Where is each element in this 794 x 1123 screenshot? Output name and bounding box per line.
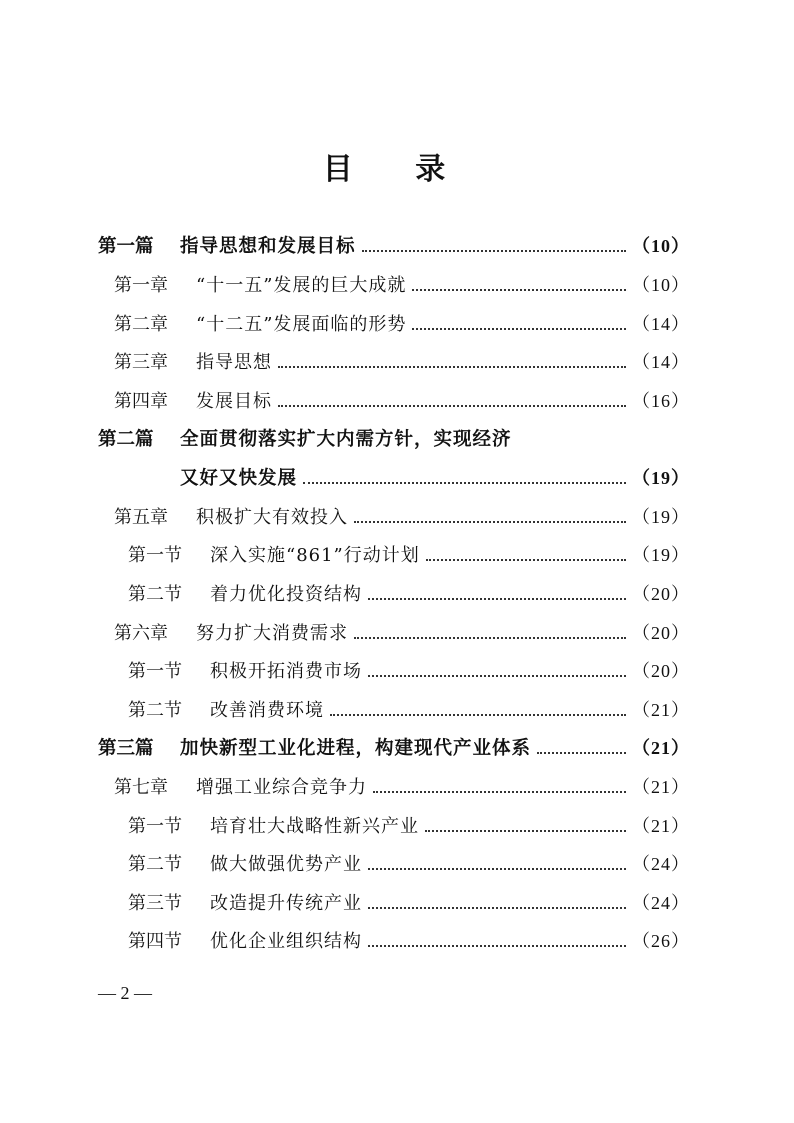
toc-title: “十一五”发展的巨大成就 (196, 275, 407, 296)
toc-title: 指导思想 (196, 352, 272, 373)
toc-title-continued: 又好又快发展 (180, 468, 298, 489)
toc-number: 第三章 (114, 352, 168, 373)
toc-number: 第三篇 (98, 738, 154, 759)
toc-number: 第五章 (114, 507, 168, 528)
toc-number: 第六章 (114, 623, 168, 644)
toc-page-number: （19） (632, 468, 690, 488)
toc-leader-dots (368, 867, 626, 870)
toc-leader-dots (362, 249, 626, 252)
toc-chapter-row[interactable] (114, 347, 690, 377)
toc-chapter-row[interactable] (114, 772, 690, 802)
toc-chapter-row[interactable] (114, 309, 690, 339)
toc-section-row[interactable] (128, 888, 690, 918)
page-title: 目 录 (322, 152, 472, 187)
toc-leader-dots (354, 636, 626, 639)
toc-page-number: （20） (632, 584, 690, 604)
toc-leader-dots (278, 404, 626, 407)
toc-page-number: （10） (632, 275, 690, 295)
toc-title: 增强工业综合竞争力 (196, 777, 367, 798)
toc-number: 第二节 (128, 700, 182, 721)
toc-title: 加快新型工业化进程，构建现代产业体系 (180, 738, 532, 759)
toc-part-row[interactable] (98, 231, 690, 261)
toc-leader-dots (303, 481, 626, 484)
toc-leader-dots (412, 288, 626, 291)
toc-number: 第七章 (114, 777, 168, 798)
toc-leader-dots (278, 365, 626, 368)
toc-number: 第一篇 (98, 236, 154, 257)
page-number-footer: — 2 — (98, 983, 152, 1003)
toc-page-number: （24） (632, 854, 690, 874)
toc-page-number: （21） (632, 816, 690, 836)
toc-title: 优化企业组织结构 (210, 931, 362, 952)
toc-page-number: （24） (632, 893, 690, 913)
toc-leader-dots (368, 674, 626, 677)
toc-title: 努力扩大消费需求 (196, 623, 348, 644)
toc-leader-dots (368, 944, 626, 947)
toc-page-number: （20） (632, 661, 690, 681)
toc-leader-dots (373, 790, 626, 793)
toc-number: 第一章 (114, 275, 168, 296)
toc-number: 第二章 (114, 314, 168, 335)
toc-part-row[interactable] (98, 425, 512, 455)
toc-title: 培育壮大战略性新兴产业 (210, 816, 419, 837)
toc-page-number: （20） (632, 623, 690, 643)
toc-chapter-row[interactable] (114, 270, 690, 300)
toc-page-number: （19） (632, 545, 690, 565)
toc-page-number: （10） (632, 236, 690, 256)
toc-section-row[interactable] (128, 540, 690, 570)
toc-leader-dots (354, 520, 626, 523)
toc-number: 第二节 (128, 584, 182, 605)
toc-number: 第一节 (128, 545, 182, 566)
toc-leader-dots (537, 751, 626, 754)
toc-title: 积极开拓消费市场 (210, 661, 362, 682)
toc-page-number: （21） (632, 738, 690, 758)
toc-page-number: （21） (632, 777, 690, 797)
toc-title: “十二五”发展面临的形势 (196, 314, 407, 335)
toc-page-number: （26） (632, 931, 690, 951)
toc-number: 第一节 (128, 816, 182, 837)
toc-leader-dots (330, 713, 626, 716)
toc-page-number: （14） (632, 314, 690, 334)
toc-page-number: （16） (632, 391, 690, 411)
toc-number: 第四章 (114, 391, 168, 412)
toc-title: 改善消费环境 (210, 700, 324, 721)
toc-title: 改造提升传统产业 (210, 893, 362, 914)
toc-number: 第三节 (128, 893, 182, 914)
toc-number: 第二节 (128, 854, 182, 875)
toc-chapter-row[interactable] (114, 386, 690, 416)
toc-section-row[interactable] (128, 656, 690, 686)
toc-title: 指导思想和发展目标 (180, 236, 356, 257)
toc-chapter-row[interactable] (114, 618, 690, 648)
toc-leader-dots (368, 597, 626, 600)
toc-section-row[interactable] (128, 926, 690, 956)
toc-leader-dots (368, 906, 626, 909)
toc-title: 积极扩大有效投入 (196, 507, 348, 528)
toc-part-row-continued[interactable] (180, 463, 690, 493)
toc-chapter-row[interactable] (114, 502, 690, 532)
toc-page-number: （19） (632, 507, 690, 527)
toc-section-row[interactable] (128, 811, 690, 841)
toc-leader-dots (412, 327, 626, 330)
toc-leader-dots (425, 829, 626, 832)
toc-section-row[interactable] (128, 849, 690, 879)
toc-section-row[interactable] (128, 695, 690, 725)
toc-title: 深入实施“861”行动计划 (210, 545, 420, 566)
toc-number: 第四节 (128, 931, 182, 952)
toc-title: 做大做强优势产业 (210, 854, 362, 875)
toc-page-number: （21） (632, 700, 690, 720)
toc-page-number: （14） (632, 352, 690, 372)
toc-section-row[interactable] (128, 579, 690, 609)
toc-part-row[interactable] (98, 733, 690, 763)
toc-number: 第一节 (128, 661, 182, 682)
toc-number: 第二篇 (98, 429, 154, 450)
toc-title: 发展目标 (196, 391, 272, 412)
toc-title: 全面贯彻落实扩大内需方针，实现经济 (180, 429, 512, 450)
toc-leader-dots (426, 558, 626, 561)
toc-title: 着力优化投资结构 (210, 584, 362, 605)
